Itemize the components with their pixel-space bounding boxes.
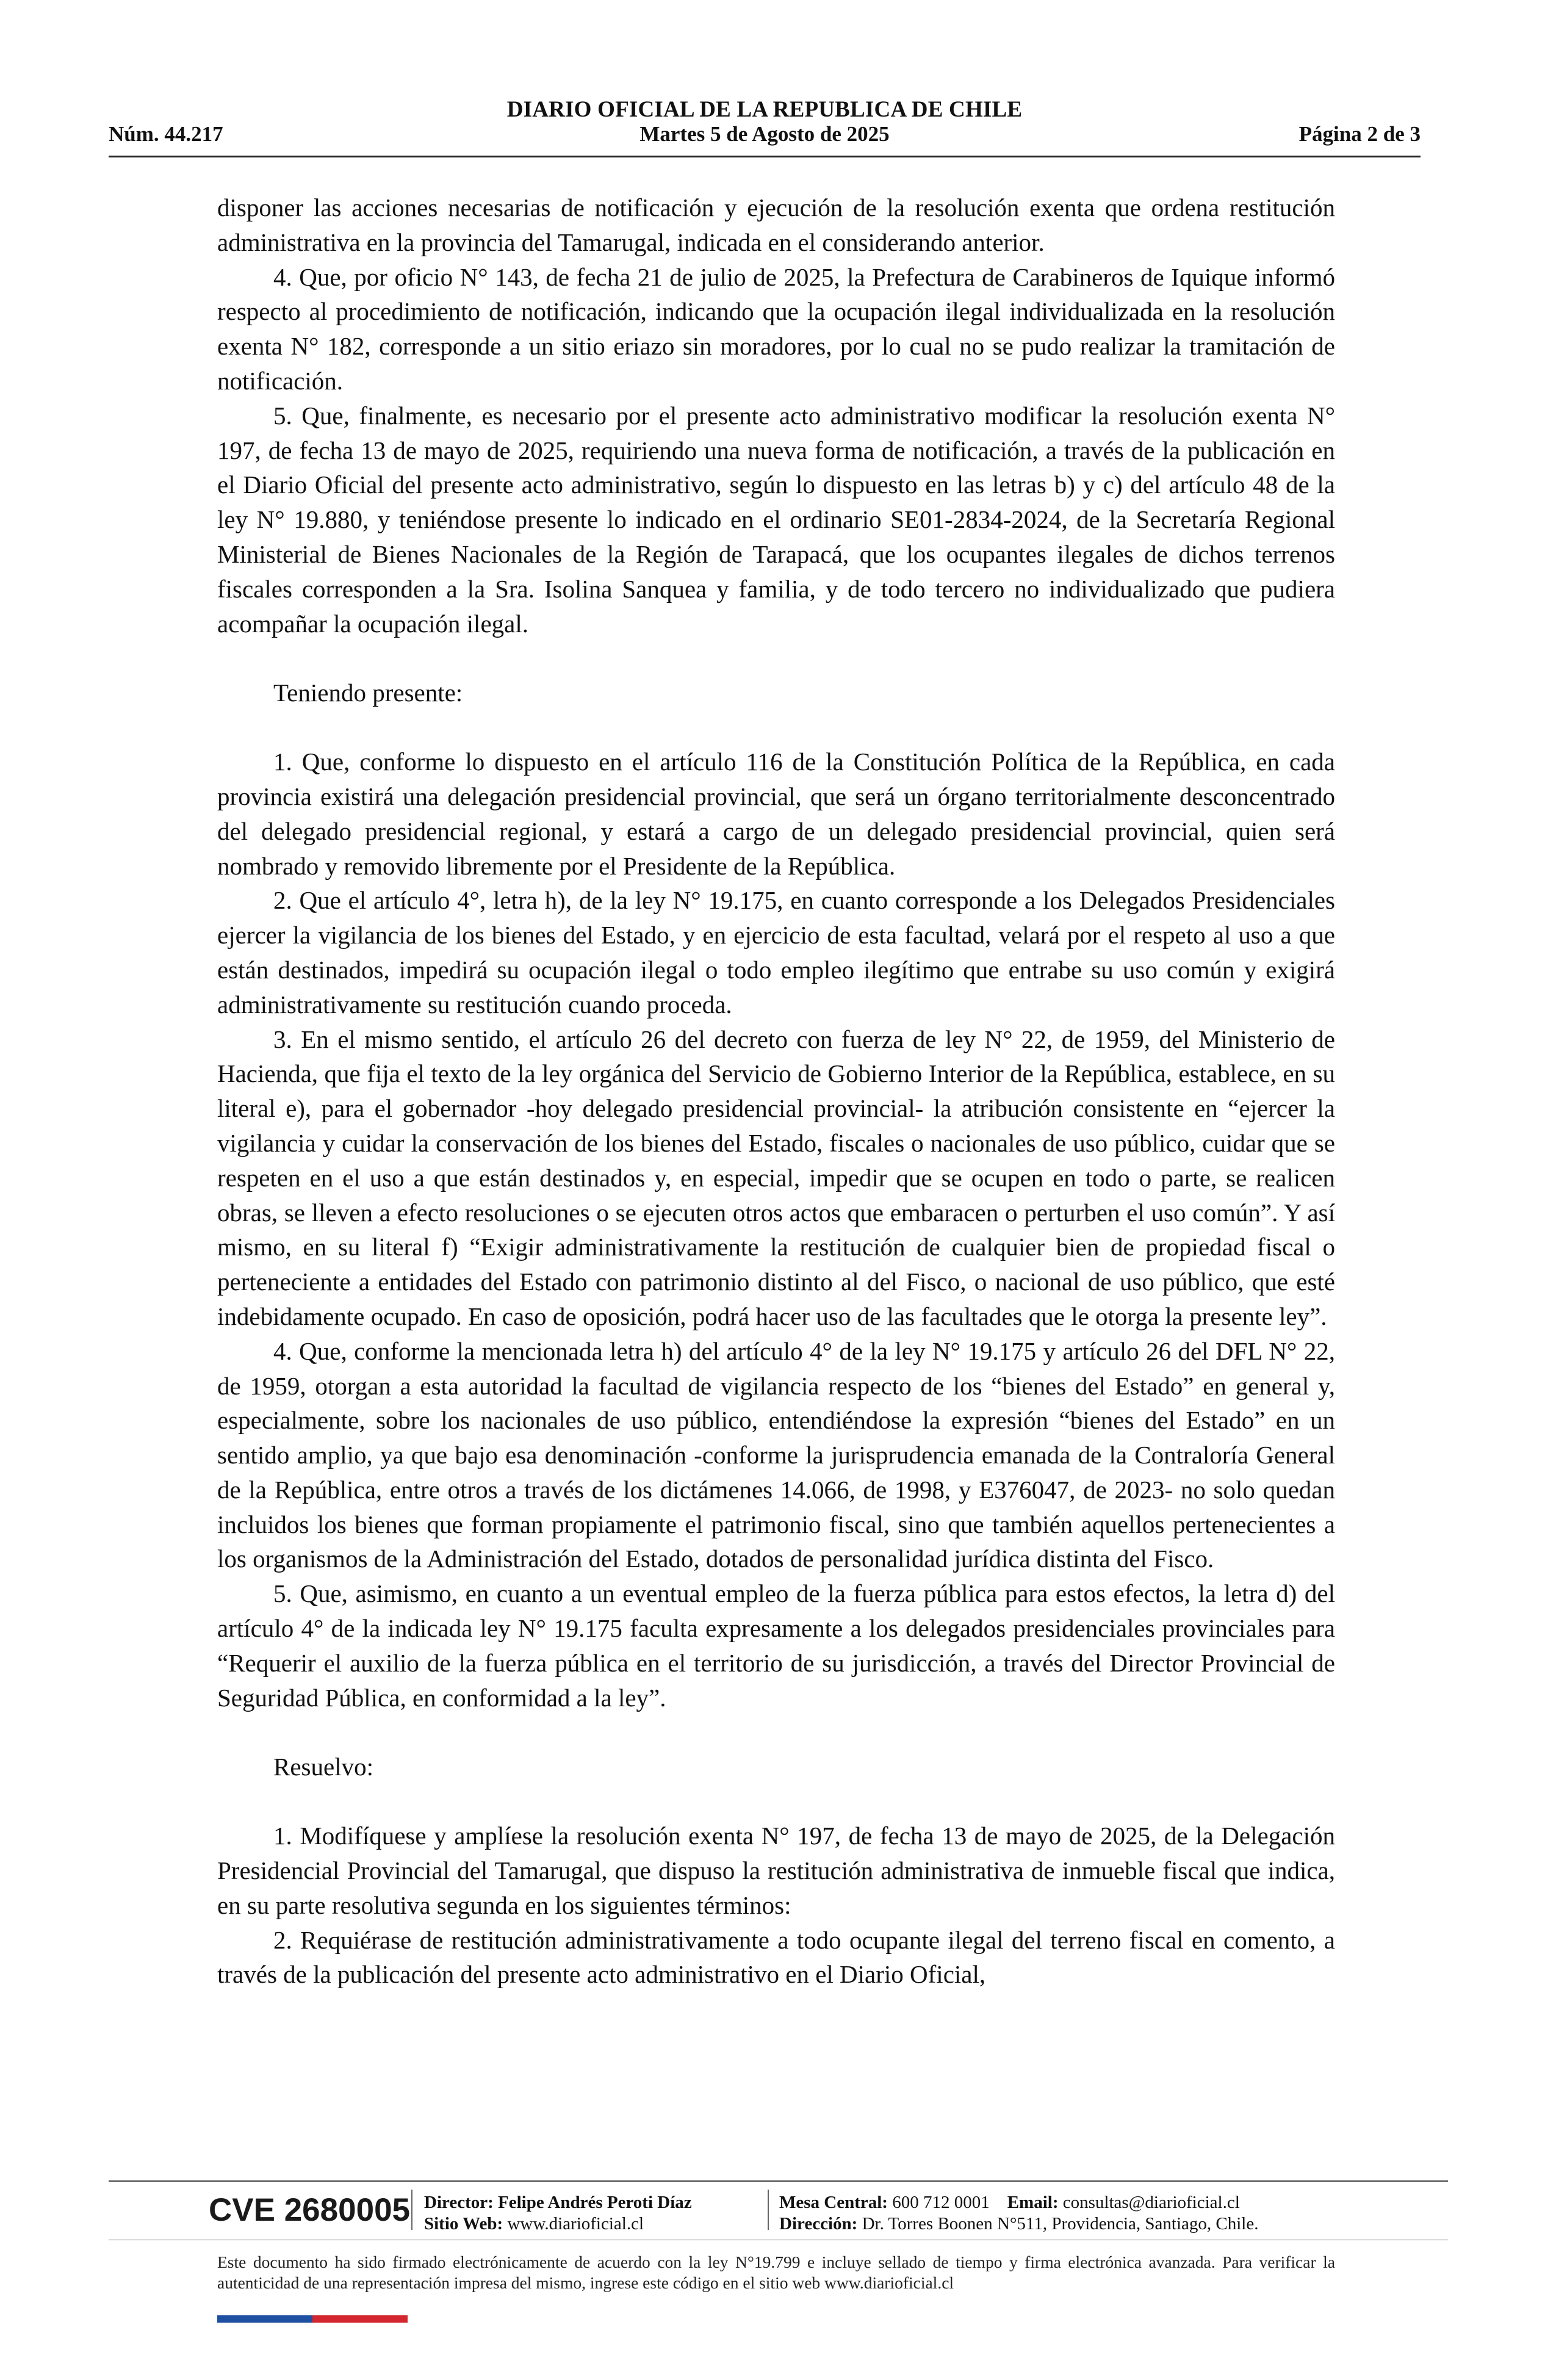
address-value: Dr. Torres Boonen N°511, Providencia, Santiago, Chile. (862, 2214, 1259, 2234)
director-label: Director: (424, 2193, 494, 2212)
flag-color-bar (217, 2315, 408, 2323)
email-label: Email: (1007, 2193, 1059, 2212)
page-header (109, 92, 1421, 159)
paragraph: 2. Requiérase de restitución administrativamente a todo ocupante ilegal del terreno fiscal en comento, a través de la publicación del presente acto administrativo en el Diario Oficial, (217, 1925, 1335, 1989)
email-link[interactable]: consultas@diarioficial.cl (1062, 2193, 1240, 2212)
signature-notice: Este documento ha sido firmado electrónicamente de acuerdo con la ley N°19.799 e incluye sellado de tiempo y firma electrónica avanzada. Para verificar la autenticidad de una representación impresa del mismo, ingrese este código en el sitio web www.diarioficial.cl (217, 2252, 1335, 2292)
paragraph: 4. Que, conforme la mencionada letra h) del artículo 4° de la ley N° 19.175 y artículo 26 del DFL N° 22, de 1959, otorgan a esta autoridad la facultad de vigilancia respecto de los “bienes del Estado” en general y, especialmente, sobre los nacionales de uso público, entendiéndose la expresión “bienes del Estado” en un sentido amplio, ya que bajo esa denominación -conforme la jurisprudencia emanada de la Contraloría General de la República, entre otros a través de los dictámenes 14.066, de 1998, y E376047, de 2023- no solo quedan incluidos los bienes que forman propiamente el patrimonio fiscal, sino que también aquellos pertenecientes a los organismos de la Administración del Estado, dotados de personalidad jurídica distinta del Fisco. (217, 1336, 1335, 1573)
paragraph: 5. Que, finalmente, es necesario por el presente acto administrativo modificar la resolución exenta N° 197, de fecha 13 de mayo de 2025, requiriendo una nueva forma de notificación, a través de la publicación en el Diario Oficial del presente acto administrativo, según lo dispuesto en las letras b) y c) del artículo 48 de la ley N° 19.880, y teniéndose presente lo indicado en el ordinario SE01-2834-2024, de la Secretaría Regional Ministerial de Bienes Nacionales de la Región de Tarapacá, que los ocupantes ilegales de dichos terrenos fiscales corresponden a la Sra. Isolina Sanquea y familia, y de todo tercero no individualizado que pudiera acompañar la ocupación ilegal. (217, 401, 1335, 638)
paragraph: 3. En el mismo sentido, el artículo 26 del decreto con fuerza de ley N° 22, de 1959, del Ministerio de Hacienda, que fija el texto de la ley orgánica del Servicio de Gobierno Interior de la República, establece, en su literal e), para el gobernador -hoy delegado presidencial provincial- la atribución consistente en “ejercer la vigilancia y cuidar la conservación de los bienes del Estado, fiscales o nacionales de uso público, cuidar que se respeten en el uso a que están destinados y, en especial, impedir que se ocupen en todo o parte, se realicen obras, se lleven a efecto resoluciones o se ejecuten otros actos que embaracen o perturben el uso común”. Y así mismo, en su literal f) “Exigir administrativamente la restitución de cualquier bien de propiedad fiscal o perteneciente a entidades del Estado con patrimonio distinto al del Fisco, o nacional de uso público, que esté indebidamente ocupado. En caso de oposición, podrá hacer uso de las facultades que le otorga la presente ley”. (217, 1025, 1335, 1330)
footer-director-block (424, 2192, 692, 2235)
flag-blue-stripe (217, 2315, 312, 2323)
issue-number: Núm. 44.217 (109, 122, 223, 146)
website-link[interactable]: www.diarioficial.cl (507, 2214, 644, 2234)
document-body (217, 190, 1335, 1992)
address-label: Dirección: (779, 2214, 858, 2234)
section-heading-resuelvo: Resuelvo: (273, 1753, 373, 1781)
footer-separator (768, 2190, 769, 2230)
paragraph: disponer las acciones necesarias de notificación y ejecución de la resolución exenta que ordena restitución administrativa en la provincia del Tamarugal, indicada en el considerando anterior. (217, 193, 1335, 256)
paragraph: 1. Modifíquese y amplíese la resolución exenta N° 197, de fecha 13 de mayo de 2025, de la Delegación Presidencial Provincial del Tamarugal, que dispuso la restitución administrativa de inmueble fiscal que indica, en su parte resolutiva segunda en los siguientes términos: (217, 1822, 1335, 1919)
footer-divider-top (109, 2180, 1448, 2182)
publication-title: DIARIO OFICIAL DE LA REPUBLICA DE CHILE (506, 97, 1023, 122)
header-divider (109, 156, 1421, 157)
phone-number: 600 712 0001 (892, 2193, 990, 2212)
section-heading-teniendo: Teniendo presente: (273, 679, 463, 707)
paragraph: 5. Que, asimismo, en cuanto a un eventual empleo de la fuerza pública para estos efectos, la letra d) del artículo 4° de la indicada ley N° 19.175 faculta expresamente a los delegados presidenciales provinciales para “Requerir el auxilio de la fuerza pública en el territorio de su jurisdicción, a través del Director Provincial de Seguridad Pública, en conformidad a la ley”. (217, 1579, 1335, 1712)
paragraph: 1. Que, conforme lo dispuesto en el artículo 116 de la Constitución Política de la República, en cada provincia existirá una delegación presidencial provincial, que será un órgano territorialmente desconcentrado del delegado presidencial regional, y estará a cargo de un delegado presidencial provincial, quien será nombrado y removido libremente por el Presidente de la República. (217, 748, 1335, 880)
issue-date: Martes 5 de Agosto de 2025 (639, 122, 890, 146)
footer-contact-block (779, 2192, 1258, 2235)
paragraph: 4. Que, por oficio N° 143, de fecha 21 de julio de 2025, la Prefectura de Carabineros de Iquique informó respecto al procedimiento de notificación, indicando que la ocupación ilegal individualizada en la resolución exenta N° 182, corresponde a un sitio eriazo sin moradores, por lo cual no se pudo realizar la tramitación de notificación. (217, 262, 1335, 395)
footer-separator (411, 2190, 412, 2230)
flag-red-stripe (312, 2315, 408, 2323)
paragraph: 2. Que el artículo 4°, letra h), de la ley N° 19.175, en cuanto corresponde a los Delegados Presidenciales ejercer la vigilancia de los bienes del Estado, y en ejercicio de esta facultad, velará por el respeto al uso a que están destinados, impedirá su ocupación ilegal o todo empleo ilegítimo que entrabe su uso común y exigirá administrativamente su restitución cuando proceda. (217, 886, 1335, 1019)
cve-code: CVE 2680005 (209, 2192, 411, 2228)
phone-label: Mesa Central: (779, 2193, 888, 2212)
website-label: Sitio Web: (424, 2214, 503, 2234)
director-name: Felipe Andrés Peroti Díaz (498, 2193, 692, 2212)
page-indicator: Página 2 de 3 (1298, 122, 1421, 146)
